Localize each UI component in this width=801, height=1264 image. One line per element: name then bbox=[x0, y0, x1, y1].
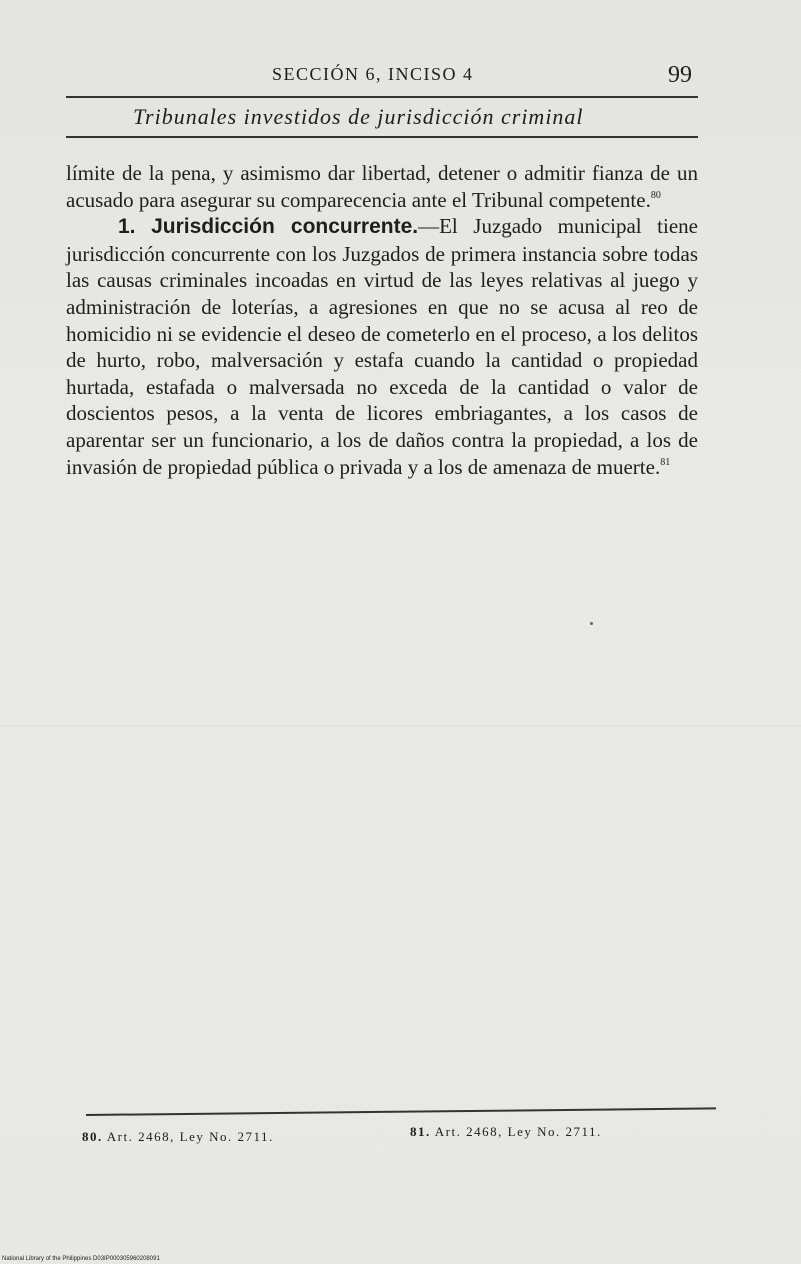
body-text bbox=[66, 160, 698, 480]
header-rule-top bbox=[66, 96, 698, 98]
continuation-paragraph bbox=[66, 160, 698, 213]
footnote-80 bbox=[82, 1129, 274, 1145]
footnote-81 bbox=[410, 1124, 602, 1140]
page-subtitle: Tribunales investidos de jurisdicción criminal bbox=[133, 104, 584, 129]
section-text: —El Juzgado municipal tiene jurisdicción concurrente con los Juzgados de primera instancia sobre todas las causas criminales incoadas en virtud de las leyes relativas al juego y administración de loterías, a agresiones en que no se acusa al reo de homicidio ni se evidencie el deseo de cometerlo en el proceso, a los delitos de hurto, robo, malversación y estafa cuando la cantidad o propiedad hurtada, estafada o malversada no exceda de la cantidad o valor de doscientos pesos, a la venta de licores embriagantes, a los casos de aparentar ser un funcionario, a los de daños contra la propiedad, a los de invasión de propiedad pública o privada y a los de amenaza de muerte. bbox=[66, 214, 698, 479]
section-title: Jurisdicción concurrente. bbox=[151, 215, 419, 239]
paper-speck bbox=[590, 622, 593, 625]
footnote-text: Art. 2468, Ley No. 2711. bbox=[434, 1124, 602, 1139]
footnote-ref-81: 81 bbox=[660, 456, 671, 468]
footnote-number: 80. bbox=[82, 1129, 103, 1144]
footnote-text: Art. 2468, Ley No. 2711. bbox=[106, 1129, 274, 1144]
running-head: SECCIÓN 6, INCISO 4 bbox=[272, 64, 474, 84]
page-number: 99 bbox=[668, 62, 692, 88]
footnote-ref-80: 80 bbox=[650, 189, 661, 201]
footnote-number: 81. bbox=[410, 1124, 431, 1139]
header-rule-bottom bbox=[66, 136, 698, 138]
section-number: 1. bbox=[118, 215, 136, 239]
page-fold bbox=[0, 723, 801, 727]
footnote-rule bbox=[86, 1107, 716, 1116]
section-paragraph bbox=[66, 213, 698, 480]
continuation-text: límite de la pena, y asimismo dar libertad, detener o admitir fianza de un acusado para asegurar su comparecencia ante el Tribunal competente. bbox=[66, 161, 698, 212]
scan-attribution: National Library of the Philippines D03IP000305960208091 bbox=[2, 1256, 160, 1262]
